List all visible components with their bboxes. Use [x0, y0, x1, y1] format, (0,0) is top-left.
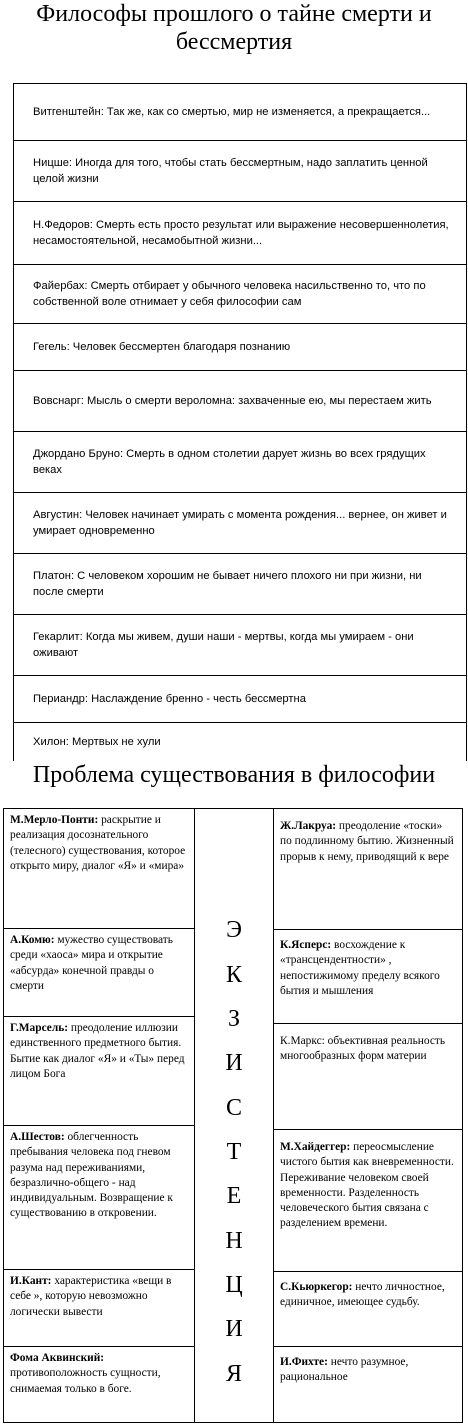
philosopher-name: Ж.Лакруа:: [280, 820, 337, 832]
cell-text: нечто разумное, рациональное: [280, 1356, 409, 1384]
right-cell-heidegger: [273, 1129, 463, 1272]
left-cell-kant: [3, 1269, 195, 1347]
philosopher-name: М.Мерло-Понти:: [10, 814, 99, 826]
left-cell-camus: [3, 928, 195, 1017]
philosopher-name: С.Кьюркегор:: [280, 1281, 353, 1293]
existentialism-table: [3, 808, 463, 1423]
quote-row: Августин: Человек начинает умирать с момента рождения... вернее, он живет и умирает одновременно: [14, 493, 466, 554]
philosopher-name: А.Комю:: [10, 934, 55, 946]
quote-row: Файербах: Смерть отбирает у обычного человека насильственно то, что по собственной воле отнимает у себя философии сам: [14, 265, 466, 324]
cell-text: восхождение к «трансцендентности» , непостижимому пределу всякого бытия и мышления: [280, 939, 440, 997]
quote-row: Ницше: Иногда для того, чтобы стать бессмертным, надо заплатить ценной целой жизни: [14, 141, 466, 202]
philosopher-name: И.Кант:: [10, 1275, 52, 1287]
right-cell-kierkegaard: [273, 1271, 463, 1347]
quote-row: Гегель: Человек бессмертен благодаря познанию: [14, 324, 466, 371]
vertical-letter: Н: [225, 1228, 243, 1254]
right-cell-marx: [273, 1023, 463, 1130]
quote-row: Н.Федоров: Смерть есть просто результат или выражение несовершеннолетия, несамостоятельной, несамобытной жизни...: [14, 202, 466, 265]
cell-text: преодоление «тоски» по подлинному бытию. Жизненный прорыв к нему, приводящий к вере: [280, 820, 454, 863]
quote-row: Гекарлит: Когда мы живем, души наши - мертвы, когда мы умираем - они оживают: [14, 615, 466, 676]
quote-row: Вовснарг: Мысль о смерти вероломна: захваченные ею, мы перестаем жить: [14, 371, 466, 432]
cell-text: раскрытие и реализация досознательного (телесного) существования, которое открыто миру, диалог «Я» и «мира»: [10, 814, 186, 872]
quote-row: Периандр: Наслаждение бренно - честь бессмертна: [14, 676, 466, 723]
vertical-letter: Е: [226, 1183, 242, 1209]
vertical-letter: И: [225, 1316, 243, 1342]
left-cell-aquinas: [3, 1346, 195, 1423]
quote-row: Джордано Бруно: Смерть в одном столетии дарует жизнь во всех грядущих веках: [14, 432, 466, 493]
cell-text: мужество существовать среди «хаоса» мира и открытие «абсурда» конечной правды о смерти: [10, 934, 173, 992]
left-cell-shestov: [3, 1125, 195, 1270]
section-title-problem: Проблема существования в философии: [32, 762, 436, 788]
cell-text: характеристика «вещи в себе », которую невозможно логически вывести: [10, 1275, 172, 1318]
cell-text: преодоление иллюзии единственного предметного бытия. Бытие как диалог «Я» и «Ты» перед лицом Бога: [10, 1022, 185, 1080]
vertical-letter: К: [225, 962, 242, 988]
philosopher-name: А.Шестов:: [10, 1131, 65, 1143]
vertical-letter: Я: [225, 1361, 242, 1387]
vertical-letter: И: [225, 1050, 243, 1076]
quote-row: Витгенштейн: Так же, как со смертью, мир не изменяется, а прекращается...: [14, 84, 466, 141]
left-cell-merleau-ponty: [3, 808, 195, 929]
cell-text: противоположность сущности, снимаемая только в боге.: [10, 1367, 161, 1395]
left-cell-marcel: [3, 1016, 195, 1126]
cell-text: нечто личностное, единичное, имеющее судьбу.: [280, 1281, 445, 1309]
quotes-table: [13, 83, 467, 761]
vertical-letter: Т: [226, 1139, 242, 1165]
philosopher-name: М.Хайдеггер:: [280, 1141, 351, 1153]
philosopher-name: К.Ясперс:: [280, 939, 332, 951]
right-cell-jaspers: [273, 929, 463, 1024]
cell-text: облегченность пребывания человека под гневом разума над переживаниями, безразлично-общего - над индивидуальным. Возвращение к существованию в откровении.: [10, 1131, 173, 1220]
philosopher-name: И.Фихте:: [280, 1356, 328, 1368]
vertical-letter: Ц: [225, 1272, 243, 1298]
vertical-letter: З: [227, 1006, 241, 1032]
right-cell-fichte: [273, 1346, 463, 1423]
quote-row: Хилон: Мертвых не хули: [33, 736, 161, 748]
philosopher-name: Фома Аквинский:: [10, 1352, 105, 1364]
page-title-philosophers: Философы прошлого о тайне смерти и бессмертия: [36, 1, 432, 55]
right-cell-lacroix: [273, 808, 463, 930]
cell-text: переосмысление чистого бытия как вневременности. Переживание человеком своей временности. Разделенность человеческого бытия связана с разделением времени.: [280, 1141, 454, 1230]
vertical-letter: Э: [226, 917, 242, 943]
cell-text: К.Маркс: объективная реальность многообразных форм материи: [280, 1035, 446, 1063]
philosopher-name: Г.Марсель:: [10, 1022, 69, 1034]
quote-row: Платон: С человеком хорошим не бывает ничего плохого ни при жизни, ни после смерти: [14, 554, 466, 615]
vertical-word-existence: [195, 808, 273, 1423]
vertical-letter: С: [225, 1095, 242, 1121]
